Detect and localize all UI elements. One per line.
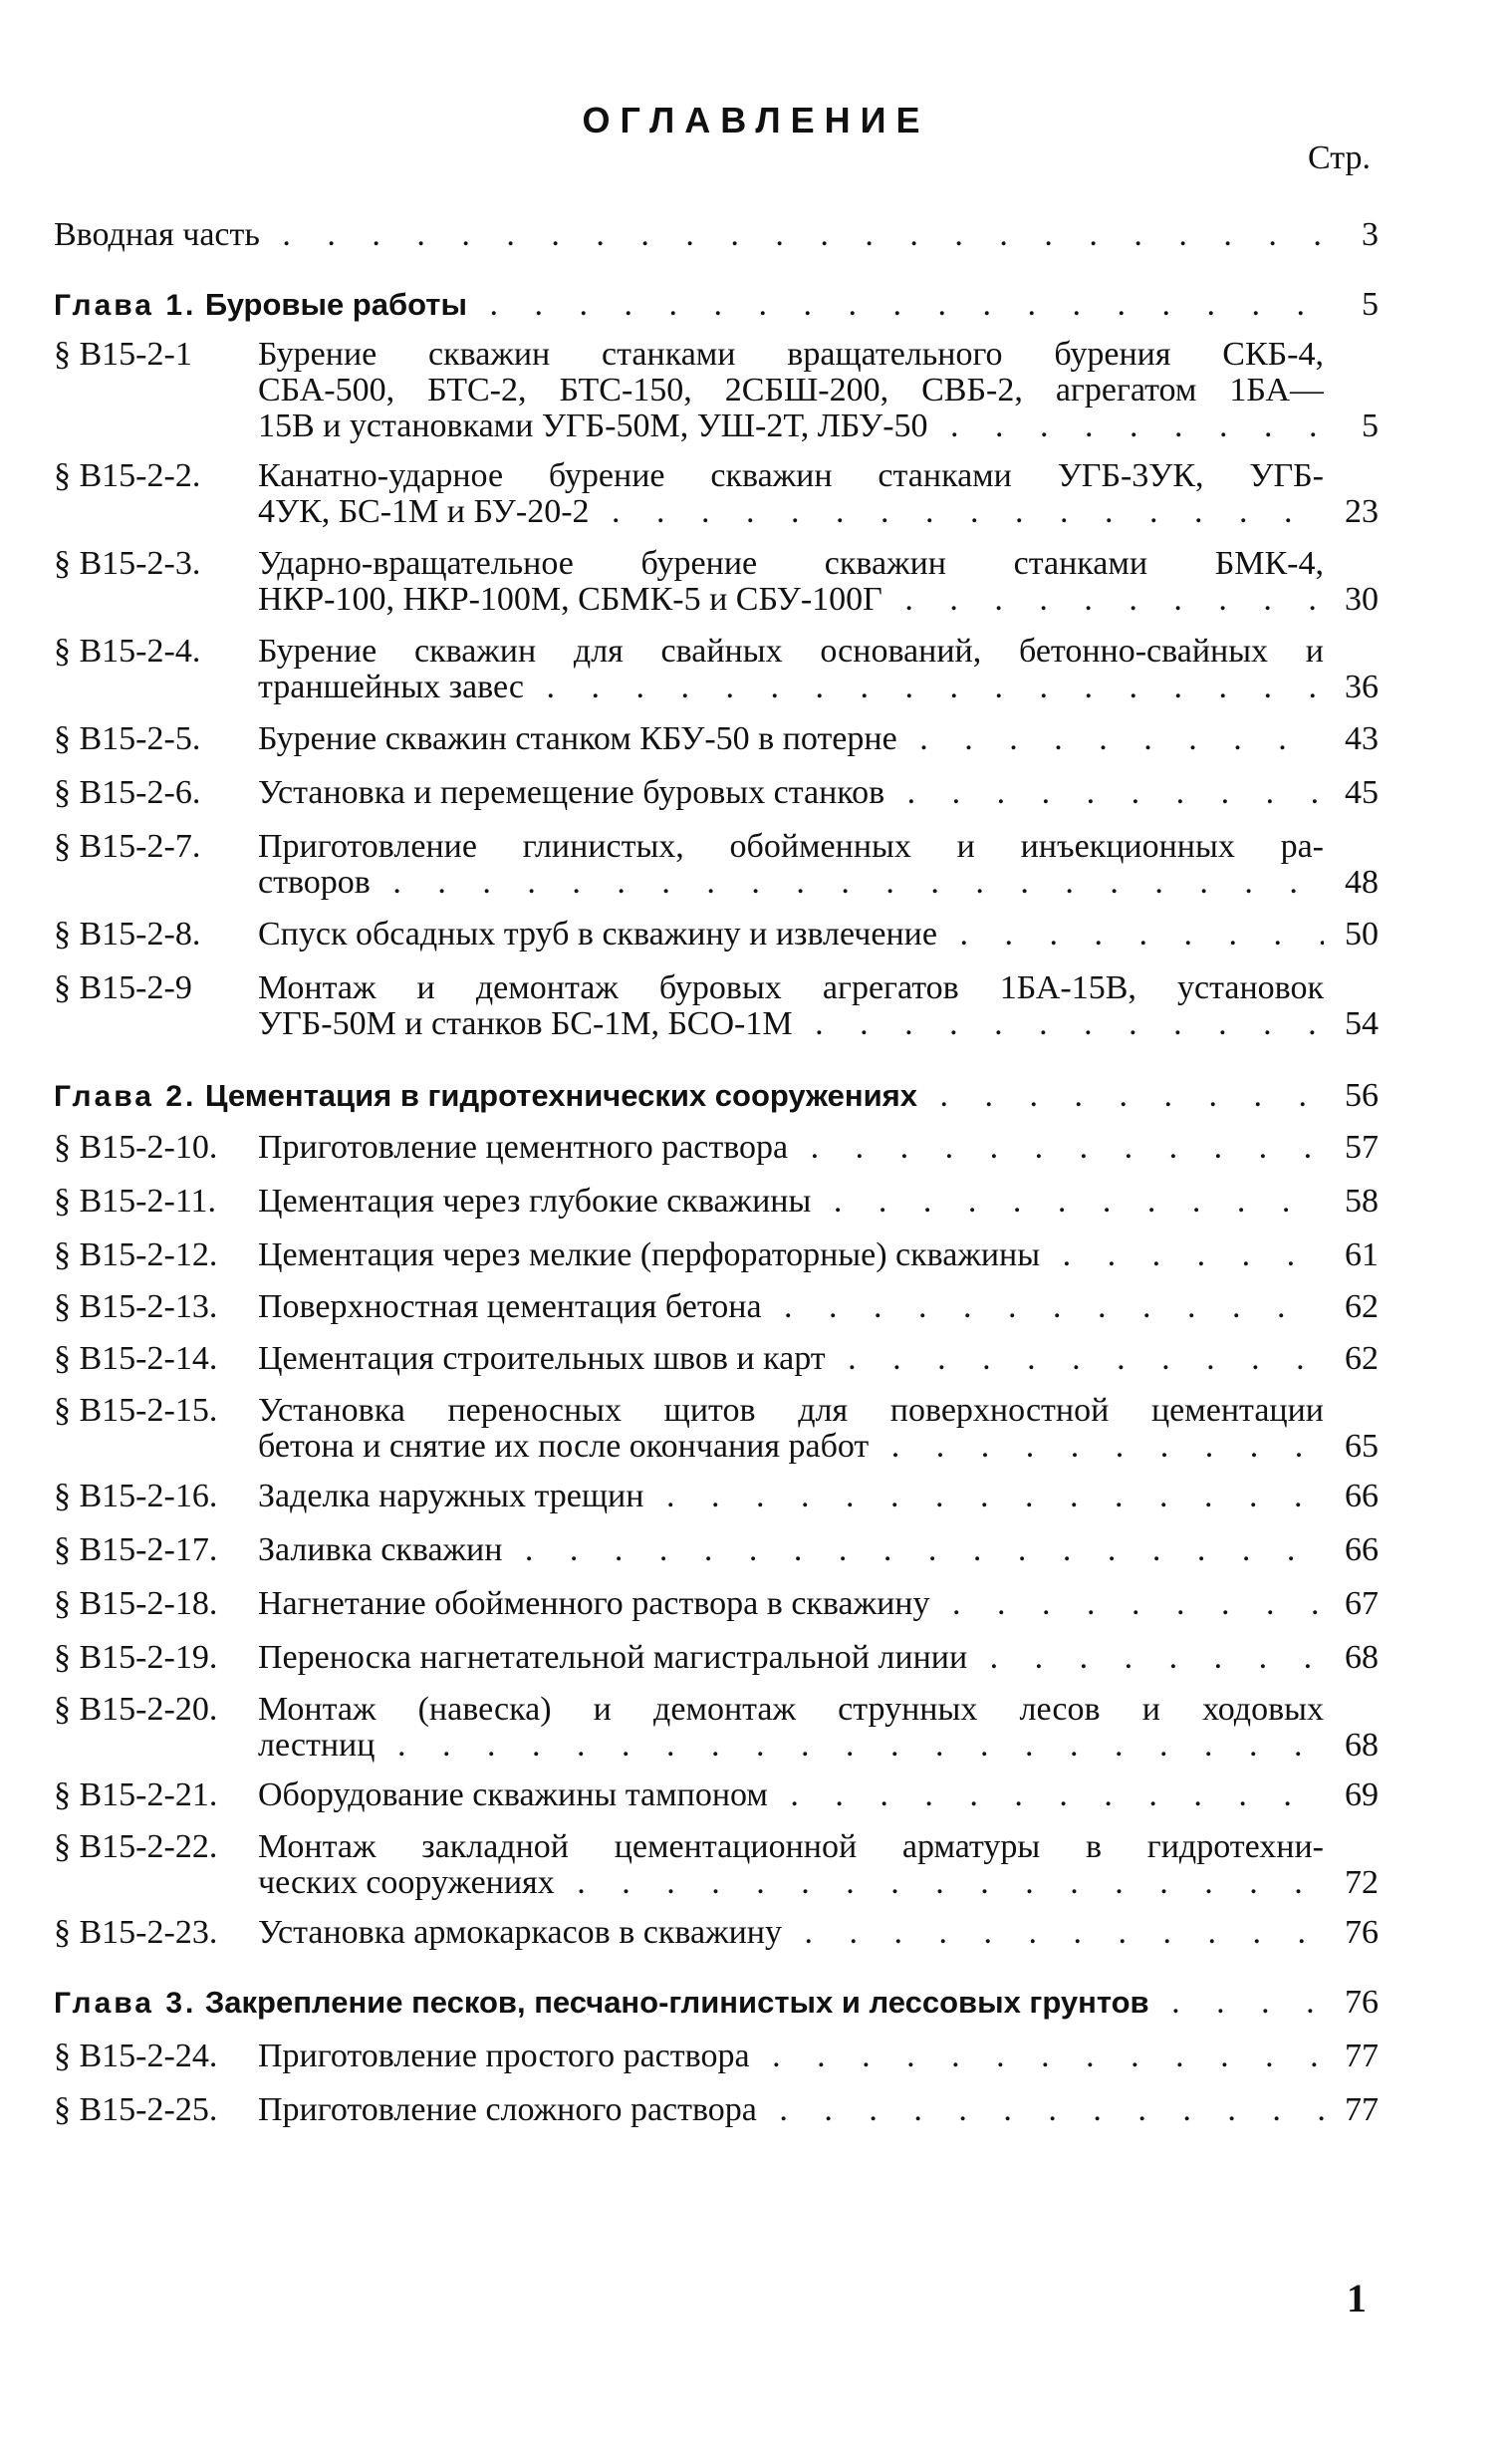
- chapter-text-block: [54, 287, 1324, 323]
- toc-section: [54, 634, 1379, 705]
- section-page-number: 30: [1345, 581, 1379, 618]
- section-title-line: Бурение скважин станком КБУ-50 в потерне . . .: [258, 721, 1324, 757]
- section-number: § В15-2-15.: [54, 1392, 218, 1429]
- section-number: § В15-2-3.: [54, 545, 201, 582]
- toc-section: [54, 1130, 1379, 1166]
- toc-section: [54, 721, 1379, 757]
- toc-section: [54, 829, 1379, 901]
- section-text-block: [258, 917, 1324, 953]
- section-title-line: Бурение скважин для свайных оснований, бетонно-свайных и: [258, 634, 1324, 670]
- chapter-text-block: [54, 1078, 1324, 1114]
- chapter-label: Глава 2.: [54, 1080, 197, 1113]
- chapter-page-number: 5: [1362, 286, 1379, 323]
- toc-section: [54, 917, 1379, 953]
- toc-section: [54, 1479, 1379, 1514]
- section-number: § В15-2-12.: [54, 1236, 218, 1273]
- section-number: § В15-2-16.: [54, 1478, 218, 1514]
- section-title-line: Цементация строительных швов и карт . . .: [258, 1341, 1324, 1377]
- section-title-line: Нагнетание обойменного раствора в скважину . . .: [258, 1586, 1324, 1622]
- section-page-number: 69: [1345, 1776, 1379, 1813]
- section-text-block: [258, 1640, 1324, 1676]
- toc-section: [54, 1289, 1379, 1325]
- section-text-block: [258, 2039, 1324, 2074]
- section-number: § В15-2-18.: [54, 1585, 218, 1622]
- section-number: § В15-2-24.: [54, 2038, 218, 2074]
- section-number: § В15-2-21.: [54, 1776, 218, 1813]
- section-page-number: 65: [1345, 1428, 1379, 1465]
- section-text-block: [258, 1586, 1324, 1622]
- section-text-block: [258, 1692, 1324, 1764]
- toc-chapter: [54, 287, 1379, 323]
- section-page-number: 48: [1345, 864, 1379, 901]
- section-page-number: 57: [1345, 1129, 1379, 1166]
- section-title-line: бетона и снятие их после окончания работ . . .: [258, 1429, 1324, 1465]
- section-number: § В15-2-7.: [54, 828, 201, 865]
- toc-section: [54, 458, 1379, 530]
- toc-title: ОГЛАВЛЕНИЕ: [582, 100, 930, 140]
- section-page-number: 43: [1345, 720, 1379, 757]
- section-title-line: Оборудование скважины тампоном . . .: [258, 1777, 1324, 1813]
- chapter-title: Закрепление песков, песчано-глинистых и лессовых грунтов: [204, 1985, 1149, 2020]
- section-title-line: Приготовление глинистых, обойменных и инъекционных ра-: [258, 829, 1324, 865]
- toc-section: [54, 546, 1379, 618]
- toc-chapter: [54, 1985, 1379, 2021]
- section-number: § В15-2-22.: [54, 1828, 218, 1865]
- section-text-block: [258, 1289, 1324, 1325]
- toc-section: [54, 1915, 1379, 1951]
- section-text-block: [258, 1532, 1324, 1568]
- section-title-line: Спуск обсадных труб в скважину и извлечение . . .: [258, 917, 1324, 953]
- section-title-line: траншейных завес . . .: [258, 670, 1324, 705]
- section-page-number: 50: [1345, 916, 1379, 953]
- chapter-line: [54, 1078, 1324, 1114]
- section-number: § В15-2-2.: [54, 457, 201, 494]
- section-number: § В15-2-17.: [54, 1531, 218, 1568]
- section-title-line: Канатно-ударное бурение скважин станками УГБ-3УК, УГБ-: [258, 458, 1324, 494]
- section-number: § В15-2-8.: [54, 916, 201, 953]
- section-title-line: Приготовление сложного раствора . . .: [258, 2092, 1324, 2128]
- toc-section: [54, 1640, 1379, 1676]
- section-text-block: [258, 775, 1324, 811]
- page-column-header: Стр.: [1307, 139, 1371, 176]
- section-page-number: 36: [1345, 669, 1379, 705]
- section-title-line: лестниц . . .: [258, 1728, 1324, 1764]
- section-number: § В15-2-10.: [54, 1129, 218, 1166]
- section-title-line: Бурение скважин станками вращательного бурения СКБ-4,: [258, 337, 1324, 373]
- chapter-label: Глава 1.: [54, 289, 197, 322]
- section-number: § В15-2-9: [54, 969, 192, 1006]
- section-page-number: 68: [1345, 1727, 1379, 1764]
- section-page-number: 23: [1345, 493, 1379, 530]
- chapter-page-number: 76: [1345, 1984, 1379, 2021]
- section-number: § В15-2-14.: [54, 1340, 218, 1377]
- section-page-number: 58: [1345, 1183, 1379, 1220]
- section-text-block: [258, 1130, 1324, 1166]
- section-title-line: Цементация через мелкие (перфораторные) скважины . . .: [258, 1237, 1324, 1273]
- section-page-number: 66: [1345, 1478, 1379, 1514]
- section-title-line: Приготовление простого раствора . . .: [258, 2039, 1324, 2074]
- section-text-block: [258, 1829, 1324, 1901]
- section-page-number: 45: [1345, 774, 1379, 811]
- section-title-line: Заливка скважин . . .: [258, 1532, 1324, 1568]
- section-text-block: [258, 1479, 1324, 1514]
- chapter-page-number: 56: [1345, 1077, 1379, 1114]
- section-title-line: Цементация через глубокие скважины . . .: [258, 1184, 1324, 1220]
- toc-section: [54, 2092, 1379, 2128]
- section-page-number: 54: [1345, 1005, 1379, 1042]
- section-title-line: Монтаж и демонтаж буровых агрегатов 1БА-15В, установок: [258, 970, 1324, 1006]
- toc-section: [54, 1237, 1379, 1273]
- section-number: § В15-2-20.: [54, 1691, 218, 1728]
- section-text-block: [258, 2092, 1324, 2128]
- section-title-line: Монтаж закладной цементационной арматуры в гидротехни-: [258, 1829, 1324, 1865]
- section-title-line: Монтаж (навеска) и демонтаж струнных лесов и ходовых: [258, 1692, 1324, 1728]
- toc-section: [54, 1586, 1379, 1622]
- section-number: § В15-2-19.: [54, 1639, 218, 1676]
- entry-text-block: [54, 217, 1324, 253]
- section-title-line: Переноска нагнетательной магистральной линии . . .: [258, 1640, 1324, 1676]
- chapter-title: Буровые работы: [204, 287, 467, 322]
- section-title-line: Установка и перемещение буровых станков . . .: [258, 775, 1324, 811]
- section-number: § В15-2-6.: [54, 774, 201, 811]
- section-title-line: СБА-500, БТС-2, БТС-150, 2СБШ-200, СВБ-2, агрегатом 1БА—: [258, 373, 1324, 409]
- section-title-line: Установка армокаркасов в скважину . . .: [258, 1915, 1324, 1951]
- section-text-block: [258, 1777, 1324, 1813]
- section-text-block: [258, 1237, 1324, 1273]
- chapter-line: [54, 1985, 1324, 2021]
- toc-section: [54, 2039, 1379, 2074]
- section-page-number: 62: [1345, 1340, 1379, 1377]
- toc-section: [54, 1692, 1379, 1764]
- section-title-line: ческих сооружениях . . .: [258, 1865, 1324, 1901]
- toc-section: [54, 337, 1379, 444]
- section-title-line: Установка переносных щитов для поверхностной цементации: [258, 1393, 1324, 1429]
- section-text-block: [258, 829, 1324, 901]
- entry-page-number: 3: [1362, 216, 1379, 253]
- section-page-number: 66: [1345, 1531, 1379, 1568]
- section-page-number: 76: [1345, 1914, 1379, 1951]
- section-title-line: УГБ-50М и станков БС-1М, БСО-1М . . .: [258, 1006, 1324, 1042]
- toc-section: [54, 1829, 1379, 1901]
- section-text-block: [258, 634, 1324, 705]
- section-text-block: [258, 1915, 1324, 1951]
- section-page-number: 61: [1345, 1236, 1379, 1273]
- section-text-block: [258, 458, 1324, 530]
- section-title-line: створов . . .: [258, 865, 1324, 901]
- section-title-line: Ударно-вращательное бурение скважин станками БМК-4,: [258, 546, 1324, 582]
- toc-section: [54, 1777, 1379, 1813]
- section-text-block: [258, 1184, 1324, 1220]
- toc-chapter: [54, 1078, 1379, 1114]
- section-page-number: 77: [1345, 2038, 1379, 2074]
- section-text-block: [258, 546, 1324, 618]
- section-number: § В15-2-1: [54, 336, 192, 373]
- toc-entry-intro: [54, 217, 1379, 253]
- section-title-line: Заделка наружных трещин . . .: [258, 1479, 1324, 1514]
- chapter-label: Глава 3.: [54, 1987, 197, 2020]
- section-number: § В15-2-23.: [54, 1914, 218, 1951]
- toc-section: [54, 775, 1379, 811]
- toc-section: [54, 1393, 1379, 1465]
- chapter-title: Цементация в гидротехнических сооружениях: [204, 1078, 917, 1113]
- toc-section: [54, 970, 1379, 1042]
- section-title-line: Приготовление цементного раствора . . .: [258, 1130, 1324, 1166]
- section-text-block: [258, 970, 1324, 1042]
- section-title-line: 4УК, БС-1М и БУ-20-2 . . .: [258, 494, 1324, 530]
- section-page-number: 67: [1345, 1585, 1379, 1622]
- section-title-line: НКР-100, НКР-100М, СБМК-5 и СБУ-100Г . . .: [258, 582, 1324, 618]
- section-number: § В15-2-11.: [54, 1183, 217, 1220]
- section-number: § В15-2-13.: [54, 1288, 218, 1325]
- section-text-block: [258, 1393, 1324, 1465]
- section-title-line: Поверхностная цементация бетона . . .: [258, 1289, 1324, 1325]
- toc-section: [54, 1341, 1379, 1377]
- section-text-block: [258, 721, 1324, 757]
- section-page-number: 62: [1345, 1288, 1379, 1325]
- toc-section: [54, 1184, 1379, 1220]
- section-page-number: 77: [1345, 2091, 1379, 2128]
- section-page-number: 68: [1345, 1639, 1379, 1676]
- chapter-text-block: [54, 1985, 1324, 2021]
- section-page-number: 72: [1345, 1864, 1379, 1901]
- section-number: § В15-2-5.: [54, 720, 201, 757]
- toc-section: [54, 1532, 1379, 1568]
- section-number: § В15-2-4.: [54, 633, 201, 670]
- section-page-number: 5: [1362, 408, 1379, 444]
- section-text-block: [258, 337, 1324, 444]
- section-title-line: 15В и установками УГБ-50М, УШ-2Т, ЛБУ-50 . . .: [258, 409, 1324, 444]
- page-number: 1: [1347, 2276, 1367, 2320]
- section-number: § В15-2-25.: [54, 2091, 218, 2128]
- section-text-block: [258, 1341, 1324, 1377]
- chapter-line: [54, 287, 1324, 323]
- entry-text: Вводная часть . . .: [54, 217, 1324, 253]
